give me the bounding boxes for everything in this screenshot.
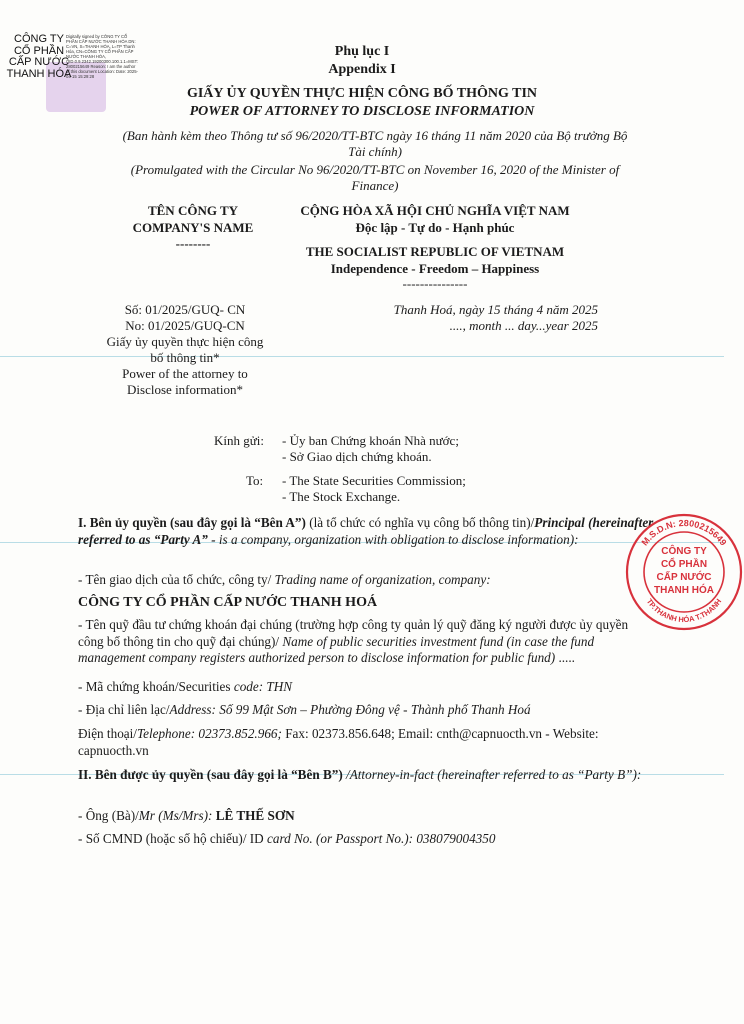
- seal-line-4: THANH HÓA: [654, 585, 714, 596]
- seal-city: TP.THANH HÓA T.THANH: [644, 597, 724, 625]
- id-label: - Số CMND (hoặc số hộ chiếu)/ ID: [78, 831, 264, 846]
- person-label-en: Mr (Ms/Mrs):: [138, 808, 216, 823]
- section1-heading: [78, 515, 654, 548]
- date-vi: Thanh Hoá, ngày 15 tháng 4 năm 2025: [393, 302, 598, 317]
- company-name-en: COMPANY'S NAME: [132, 220, 254, 235]
- section2-heading-italic: /Attorney-in-fact (hereinafter referred to as “Party B”):: [342, 767, 642, 782]
- republic-motto-en: Independence - Freedom – Happiness: [330, 261, 540, 276]
- seal-line-3: CẤP NƯỚC: [656, 572, 712, 583]
- address-label: - Địa chỉ liên lạc/: [78, 702, 170, 717]
- recipient-en-2: - The Stock Exchange.: [282, 489, 401, 504]
- doc-desc-vi-2: bố thông tin*: [150, 350, 220, 365]
- company-name-vi: TÊN CÔNG TY: [147, 203, 239, 218]
- fund-line: [78, 617, 654, 667]
- appendix-vi: Phụ lục I: [334, 44, 390, 59]
- contact-line: [78, 726, 654, 759]
- fund-tail: .....: [555, 650, 575, 665]
- fund-en: Name of public securities investment fund (in case the fund management company registers authorized person to disclose information for public fund): [78, 633, 595, 665]
- recipient-vi-2: - Sở Giao dịch chứng khoán.: [282, 449, 432, 464]
- company-divider: --------: [175, 236, 211, 251]
- republic-motto-vi: Độc lập - Tự do - Hạnh phúc: [355, 220, 515, 235]
- section1-heading-normal: (là tổ chức có nghĩa vụ công bố thông tin)/: [305, 515, 535, 530]
- appendix-en: Appendix I: [328, 62, 396, 77]
- code-label-en: code: THN: [230, 679, 293, 694]
- code-label: - Mã chứng khoán/Securities: [78, 679, 231, 694]
- section1-heading-bold: I. Bên ủy quyền (sau đây gọi là “Bên A”): [78, 515, 306, 530]
- doc-number-en: No: 01/2025/GUQ-CN: [125, 318, 245, 333]
- fund-vi: - Tên quỹ đầu tư chứng khoán đại chúng (trường hợp công ty quản lý quỹ đăng ký người được ủy quyền công bố thông tin cho quỹ đại chúng)/: [78, 617, 629, 649]
- company-seal: [624, 512, 744, 632]
- title-en: POWER OF ATTORNEY TO DISCLOSE INFORMATION: [189, 104, 535, 119]
- signature-details: Digitally signed by CÔNG TY CỔ PHẦN CẤP NƯỚC THANH HÓA DN: C=VN, S=THANH HÓA, L=TP Thanh Hóa, CN=CÔNG TY CỔ PHẦN CẤP NƯỚC THANH HÓA, OID.0.9.2342.19200300.100.1.1=MST:2800215649 Reason: I am the author of this document Location: Date: 2025-04-15 15:29:28: [66, 34, 138, 79]
- republic-divider: ---------------: [402, 276, 468, 291]
- republic-name-vi: CỘNG HÒA XÃ HỘI CHỦ NGHĨA VIỆT NAM: [300, 203, 570, 218]
- doc-desc-en-1: Power of the attorney to: [122, 366, 248, 381]
- address-line: [78, 702, 654, 719]
- date-en: ...., month ... day...year 2025: [449, 318, 598, 333]
- phone-value: Telephone: 02373.852.966;: [136, 726, 282, 741]
- id-label-en: card No. (or Passport No.): 038079004350: [263, 831, 496, 846]
- phone-label: Điện thoại/: [78, 726, 137, 741]
- seal-line-2: CỔ PHẦN: [660, 559, 708, 570]
- doc-desc-vi-1: Giấy ủy quyền thực hiện công: [106, 334, 264, 349]
- trading-label: - Tên giao dịch của tổ chức, công ty/: [78, 572, 272, 587]
- trading-name-line: [78, 572, 654, 589]
- id-line: [78, 831, 654, 848]
- company-name: CÔNG TY CỔ PHẦN CẤP NƯỚC THANH HOÁ: [78, 595, 378, 610]
- recipient-en-1: - The State Securities Commission;: [282, 473, 466, 488]
- doc-number-vi: Số: 01/2025/GUQ- CN: [124, 302, 246, 317]
- section2-heading-bold: II. Bên được ủy quyền (sau đây gọi là “Bên B”): [78, 767, 343, 782]
- securities-code-line: [78, 679, 654, 696]
- person-line: [78, 808, 654, 825]
- circular-vi-2: Tài chính): [348, 144, 402, 159]
- section1-heading-italic: is a company, organization with obligation to disclose information):: [215, 531, 579, 547]
- circular-vi-1: (Ban hành kèm theo Thông tư số 96/2020/TT-BTC ngày 16 tháng 11 năm 2020 của Bộ trưởng Bộ: [122, 128, 628, 143]
- republic-name-en: THE SOCIALIST REPUBLIC OF VIETNAM: [305, 244, 565, 259]
- circular-en-1: (Promulgated with the Circular No 96/2020/TT-BTC on November 16, 2020 of the Minister of: [130, 162, 620, 177]
- recipient-vi-1: - Ủy ban Chứng khoán Nhà nước;: [282, 433, 459, 448]
- signature-name: CÔNG TY CỔ PHẦN CẤP NƯỚC THANH HÓA: [6, 33, 72, 80]
- person-name: LÊ THẾ SƠN: [215, 808, 295, 823]
- recipient-label-vi: Kính gửi:: [214, 433, 265, 448]
- doc-desc-en-2: Disclose information*: [127, 382, 243, 397]
- seal-tax-code: M.S.D.N: 2800215649: [639, 517, 729, 548]
- circular-en-2: Finance): [351, 178, 399, 193]
- section1-heading-bold-italic: Principal (hereinafter referred to as “Party A” -: [78, 515, 654, 547]
- trading-label-en: Trading name of organization, company:: [271, 572, 491, 587]
- title-vi: GIẤY ỦY QUYỀN THỰC HIỆN CÔNG BỐ THÔNG TIN: [186, 86, 538, 101]
- recipient-label-en: To:: [246, 473, 264, 488]
- contact-rest: Fax: 02373.856.648; Email: cnth@capnuocth.vn - Website: capnuocth.vn: [78, 726, 599, 758]
- person-label: - Ông (Bà)/: [78, 808, 139, 823]
- address-value: Address: Số 99 Mật Sơn – Phường Đông vệ - Thành phố Thanh Hoá: [169, 702, 531, 717]
- seal-line-1: CÔNG TY: [661, 546, 707, 557]
- section2-heading: [78, 767, 654, 784]
